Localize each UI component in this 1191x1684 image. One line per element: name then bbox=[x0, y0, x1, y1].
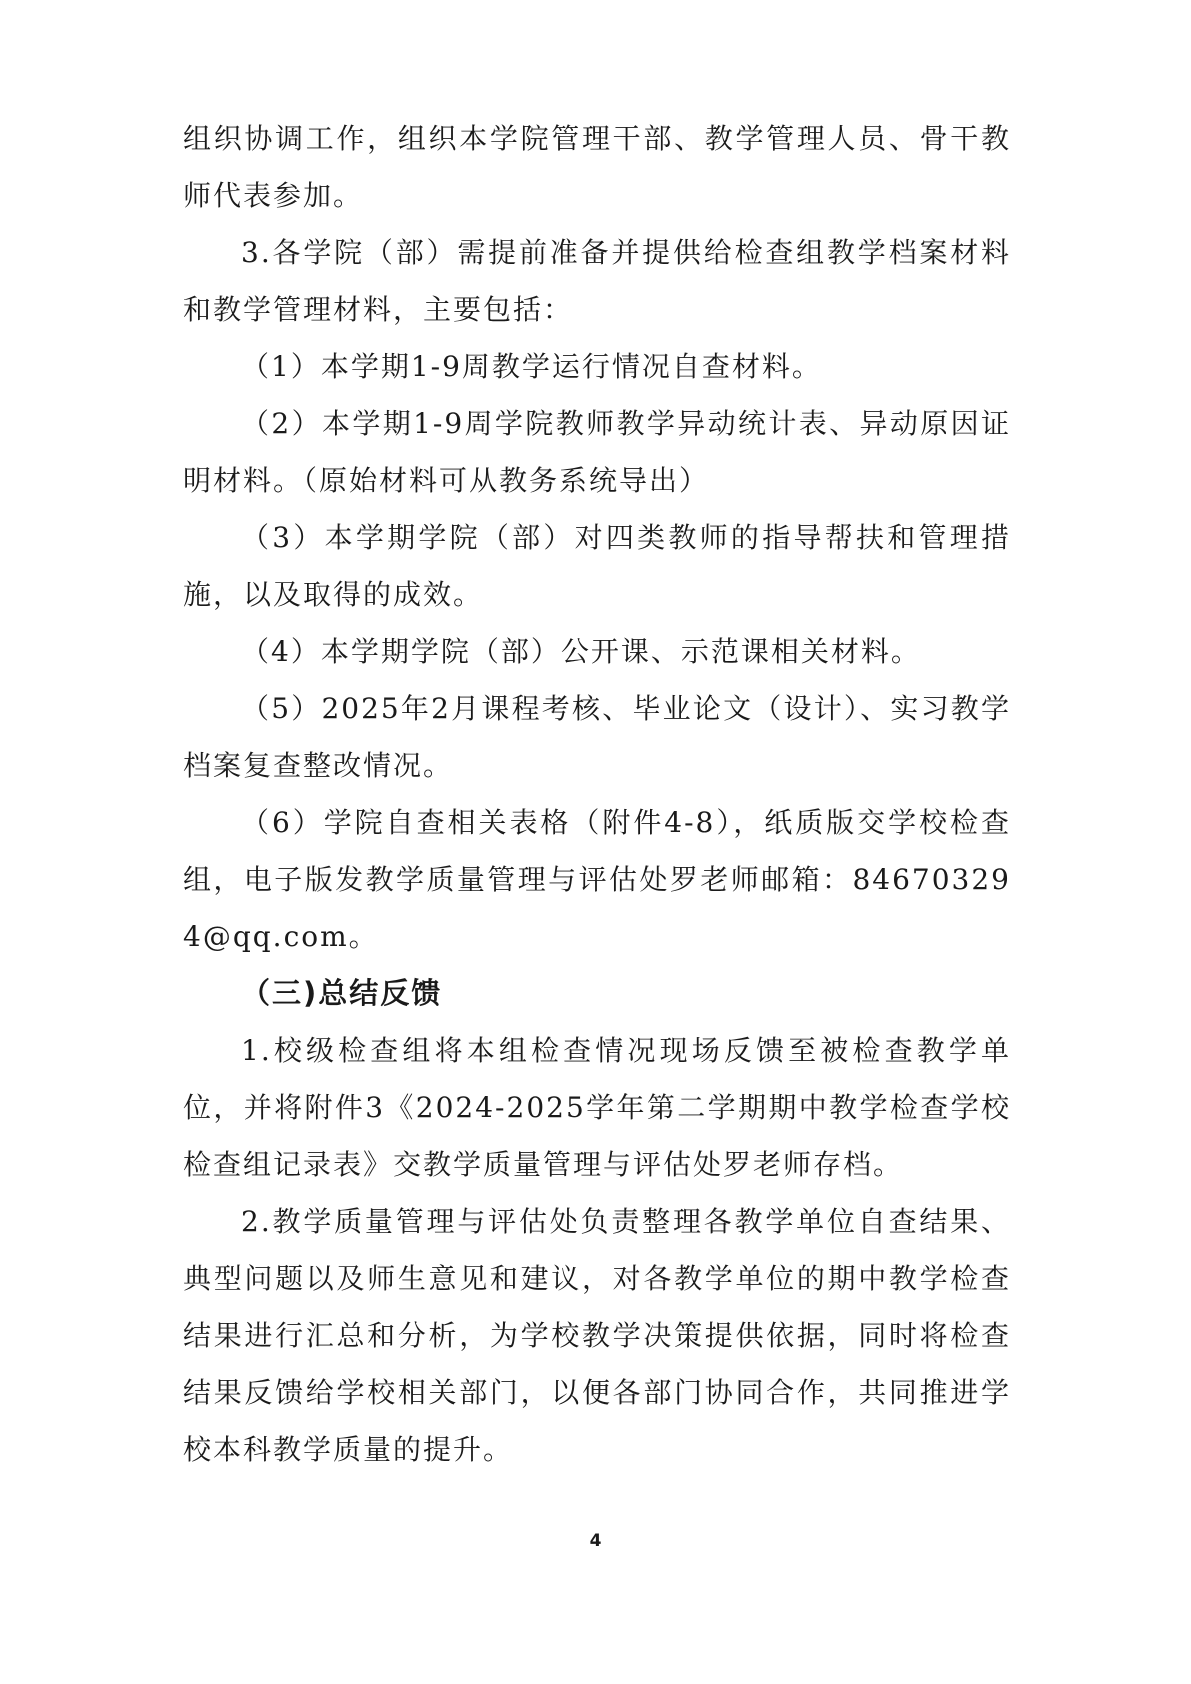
paragraph-subitem-3: （3）本学期学院（部）对四类教师的指导帮扶和管理措施，以及取得的成效。 bbox=[183, 521, 1011, 611]
paragraph-continuation: 组织协调工作，组织本学院管理干部、教学管理人员、骨干教师代表参加。 bbox=[183, 122, 1011, 212]
paragraph-feedback-2: 2.教学质量管理与评估处负责整理各教学单位自查结果、典型问题以及师生意见和建议，对各教学单位的期中教学检查结果进行汇总和分析，为学校教学决策提供依据，同时将检查结果反馈给学校相关部门，以便各部门协同合作，共同推进学校本科教学质量的提升。 bbox=[183, 1205, 1011, 1466]
paragraph-feedback-1: 1.校级检查组将本组检查情况现场反馈至被检查教学单位，并将附件3《2024-2025学年第二学期期中教学检查学校检查组记录表》交教学质量管理与评估处罗老师存档。 bbox=[183, 1034, 1011, 1181]
section-heading: （三)总结反馈 bbox=[241, 976, 443, 1010]
document-body bbox=[183, 110, 1011, 1478]
paragraph-subitem-4: （4）本学期学院（部）公开课、示范课相关材料。 bbox=[241, 635, 921, 668]
paragraph-subitem-2: （2）本学期1-9周学院教师教学异动统计表、异动原因证明材料。（原始材料可从教务系统导出） bbox=[183, 407, 1011, 497]
paragraph-subitem-5: （5）2025年2月课程考核、毕业论文（设计）、实习教学档案复查整改情况。 bbox=[183, 692, 1011, 782]
page-number: 4 bbox=[589, 1531, 602, 1551]
paragraph-subitem-6: （6）学院自查相关表格（附件4-8），纸质版交学校检查组，电子版发教学质量管理与评估处罗老师邮箱：846703294@qq.com。 bbox=[183, 806, 1011, 953]
paragraph-subitem-1: （1）本学期1-9周教学运行情况自查材料。 bbox=[241, 350, 822, 383]
paragraph-item-3: 3.各学院（部）需提前准备并提供给检查组教学档案材料和教学管理材料，主要包括： bbox=[183, 236, 1011, 326]
